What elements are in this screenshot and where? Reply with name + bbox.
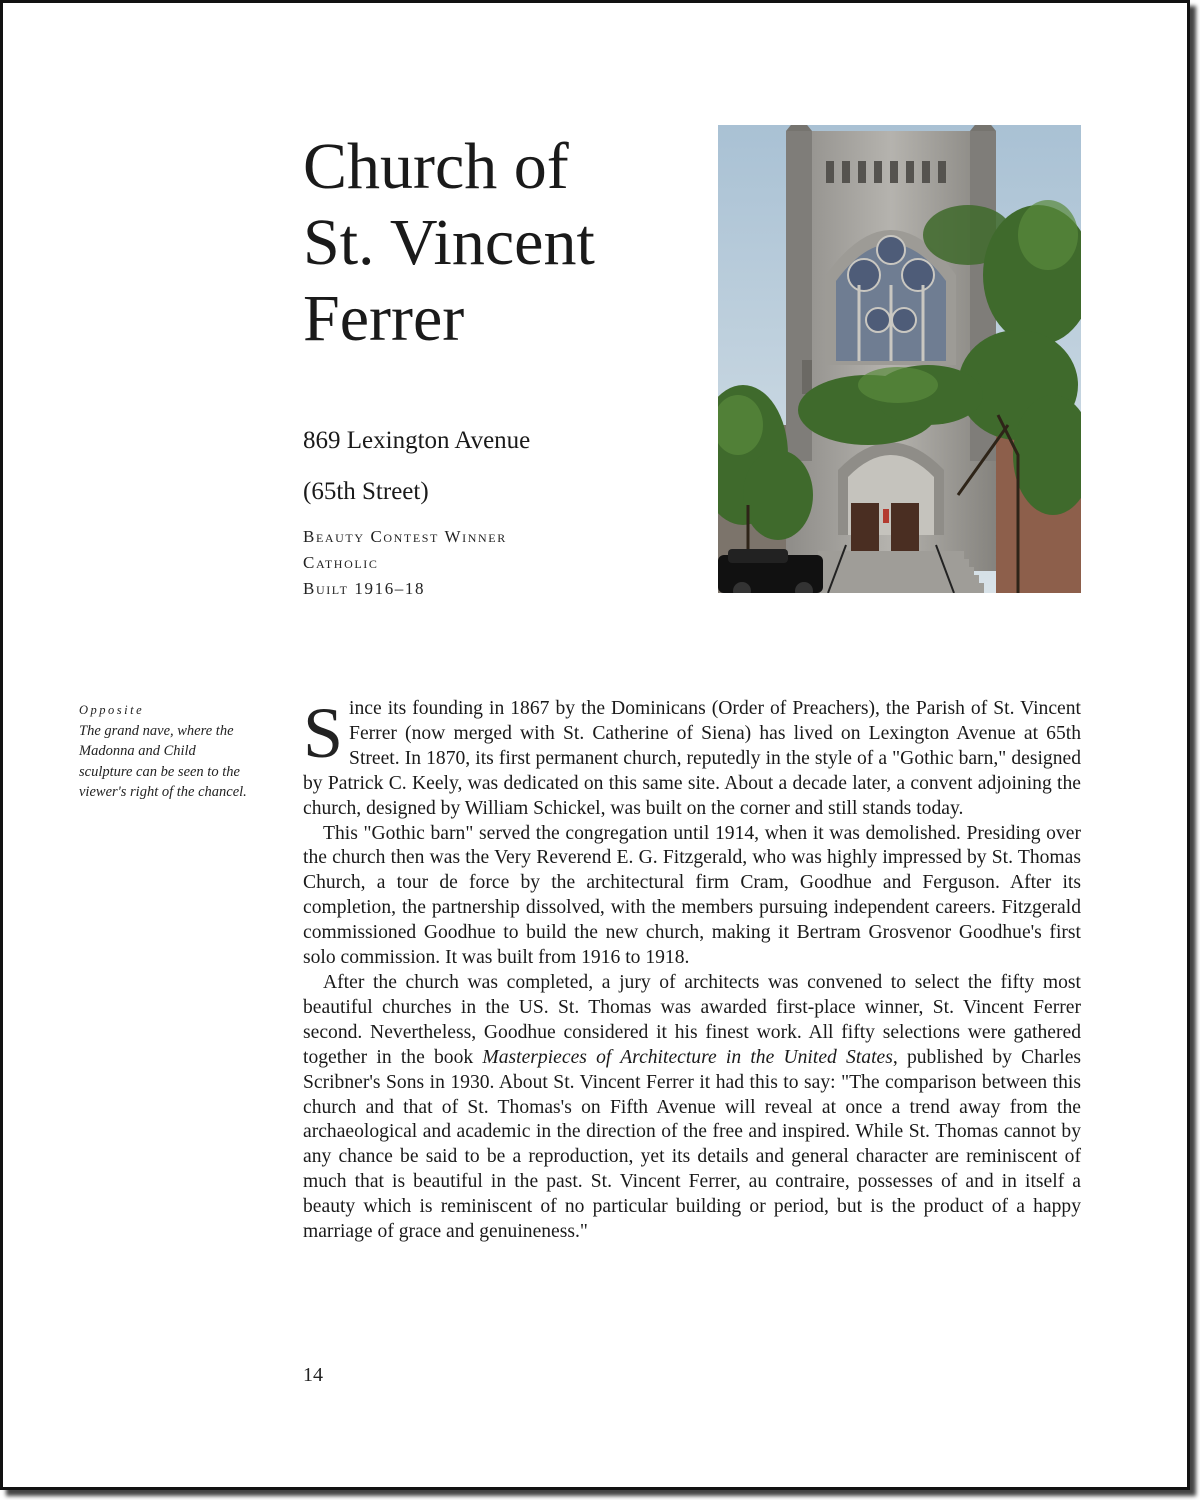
title-line-1: Church of [303,130,569,203]
paragraph-2: This "Gothic barn" served the congregation until 1914, when it was demolished. Presiding over the church then was the Very Reverend E. G. Fitzgerald, who was highly impressed by St. Thomas Church, a tour de force by the architectural firm Cram, Goodhue and Ferguson. After its completion, the partnership dissolved, with the members pursuing independent careers. Fitzgerald commissioned Goodhue to build the new church, making it Bertram Grosvenor Goodhue's first solo commission. It was built from 1916 to 1918. [303,822,1081,969]
paragraph-1 [303,693,1081,822]
paragraph-3-text-b: , published by Charles Scribner's Sons in 1930. About St. Vincent Ferrer it had this to say: "The comparison between this church and that of St. Thomas's on Fifth Avenue will reveal at once a trend away from the archaeological and academic in the direction of the free and inspired. While St. Thomas cannot by any chance be said to be a reproduction, yet its details and general character are reminiscent of much that is beautiful in the past. St. Vincent Ferrer, au contraire, possesses of and in itself a beauty which is reminiscent of no particular building or period, but is the product of a happy marriage of grace and genuineness." [303,1046,1082,1243]
title-line-3: Ferrer [303,282,465,355]
paragraph-3-text-a: After the church was completed, a jury of architects was convened to select the fifty most beautiful churches in the US. St. Thomas was awarded first-place winner, St. Vincent Ferrer second. Nevertheless, Goodhue considered it his finest work. All fifty selections were gathered together in the book [303,971,1081,1068]
page-title [303,129,703,357]
paragraph-1-text: ince its founding in 1867 by the Dominicans (Order of Preachers), the Parish of St. Vincent Ferrer (now merged with St. Catherine of Siena) has lived on Lexington Avenue at 65th Street. In 1870, its first permanent church, reputedly in the style of a "Gothic barn," designed by Patrick C. Keely, was dedicated on this same site. About a decade later, a convent adjoining the church, designed by William Schickel, was built on the corner and still stands today. [303,698,1081,819]
book-title: Masterpieces of Architecture in the United States [482,1046,893,1068]
award-label: Beauty Contest Winner [303,527,507,546]
drop-cap: S [303,693,344,773]
caption-text: The grand nave, where the Madonna and Child sculpture can be seen to the viewer's right of the chancel. [79,722,247,800]
address-block [303,415,683,517]
article-body [303,693,1082,1245]
street-address: 869 Lexington Avenue [303,427,531,454]
caption-label: Opposite [79,703,145,717]
built-label: Built 1916–18 [303,579,426,598]
denomination-label: Catholic [303,553,379,572]
paragraph-3 [303,971,1081,1245]
church-facade-photo [718,125,1081,593]
title-line-2: St. Vincent [303,206,595,279]
page-number: 14 [303,1364,323,1386]
meta-block [303,524,683,602]
church-illustration [718,125,1081,593]
cross-street: (65th Street) [303,478,429,505]
photo-caption [79,700,249,803]
